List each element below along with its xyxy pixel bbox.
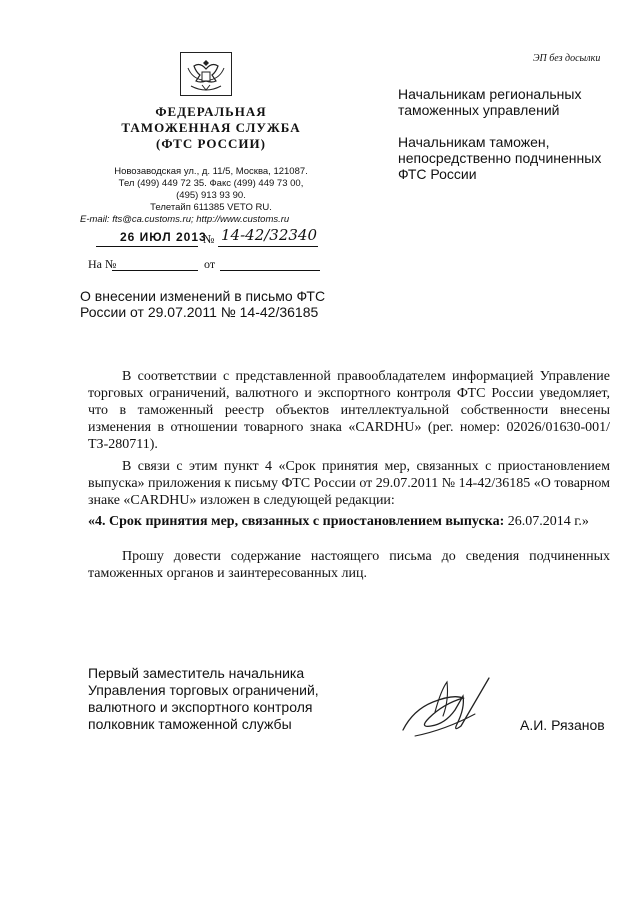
address: Новозаводская ул., д. 11/5, Москва, 121087. bbox=[114, 166, 308, 177]
distribution-note: ЭП без досылки bbox=[533, 53, 601, 64]
signatory-name: А.И. Рязанов bbox=[520, 717, 605, 733]
registration-number: 14-42/32340 bbox=[221, 226, 318, 244]
signatory-title-line1: Первый заместитель начальника bbox=[88, 665, 305, 681]
body-paragraph-3: Прошу довести содержание настоящего письма до сведения подчиненных таможенных органов и заинтересованных лиц. bbox=[88, 549, 610, 581]
handwritten-signature bbox=[395, 672, 505, 744]
amended-clause bbox=[88, 514, 618, 530]
signatory-title-line2: Управления торговых ограничений, bbox=[88, 682, 319, 698]
recipient-2-line2: непосредственно подчиненных bbox=[398, 150, 602, 166]
organization-header bbox=[96, 104, 326, 152]
org-name-line2: ТАМОЖЕННАЯ СЛУЖБА bbox=[121, 120, 301, 135]
ref-date-underline bbox=[220, 257, 320, 271]
phone-extra: (495) 913 93 90. bbox=[176, 190, 246, 201]
registration-date-stamp: 26 ИЮЛ 2013 bbox=[120, 230, 207, 244]
amended-clause-bold: «4. Срок принятия мер, связанных с приостановлением выпуска: bbox=[88, 514, 505, 529]
number-label: № bbox=[203, 232, 215, 246]
signatory-title bbox=[88, 665, 348, 733]
ref-number-underline bbox=[112, 257, 198, 271]
phone-fax: Тел (499) 449 72 35. Факс (499) 449 73 00, bbox=[118, 178, 304, 189]
signatory-title-line3: валютного и экспортного контроля bbox=[88, 699, 313, 715]
recipient-2-line3: ФТС России bbox=[398, 166, 477, 182]
teletype: Телетайп 611385 VETO RU. bbox=[150, 202, 272, 213]
body-paragraph-1: В соответствии с представленной правообладателем информацией Управление торговых ограничений, валютного и экспортного контроля ФТС России уведомляет, что в таможенный реестр объектов интеллектуальной собственности внесены изменения в отношении товарного знака «CARDHU» (рег. номер: 02026/01630-001/ТЗ-280711). bbox=[88, 369, 610, 452]
ref-from-label: от bbox=[204, 257, 216, 271]
closing-paragraph bbox=[88, 548, 610, 582]
letter-subject: О внесении изменений в письмо ФТС России от 29.07.2011 № 14-42/36185 bbox=[80, 288, 326, 320]
coat-of-arms-emblem bbox=[180, 52, 232, 96]
recipient-1-line1: Начальникам региональных bbox=[398, 86, 582, 102]
recipient-2-line1: Начальникам таможен, bbox=[398, 134, 550, 150]
contact-block bbox=[80, 166, 342, 226]
org-name-line1: ФЕДЕРАЛЬНАЯ bbox=[155, 104, 267, 119]
ref-number-label: На № bbox=[88, 257, 117, 271]
body-paragraph-2: В связи с этим пункт 4 «Срок принятия мер, связанных с приостановлением выпуска» приложения к письму ФТС России от 29.07.2011 № 14-42/36185 «О товарном знаке «CARDHU» изложен в следующей редакции: bbox=[88, 459, 610, 508]
letter-body bbox=[88, 368, 610, 523]
email-web: E-mail: fts@ca.customs.ru; http://www.customs.ru bbox=[80, 214, 290, 225]
amended-clause-date: 26.07.2014 г.» bbox=[504, 514, 589, 529]
recipient-1-line2: таможенных управлений bbox=[398, 102, 560, 118]
org-name-line3: (ФТС РОССИИ) bbox=[156, 136, 266, 151]
signatory-title-line4: полковник таможенной службы bbox=[88, 716, 292, 732]
recipients-block bbox=[398, 86, 618, 182]
